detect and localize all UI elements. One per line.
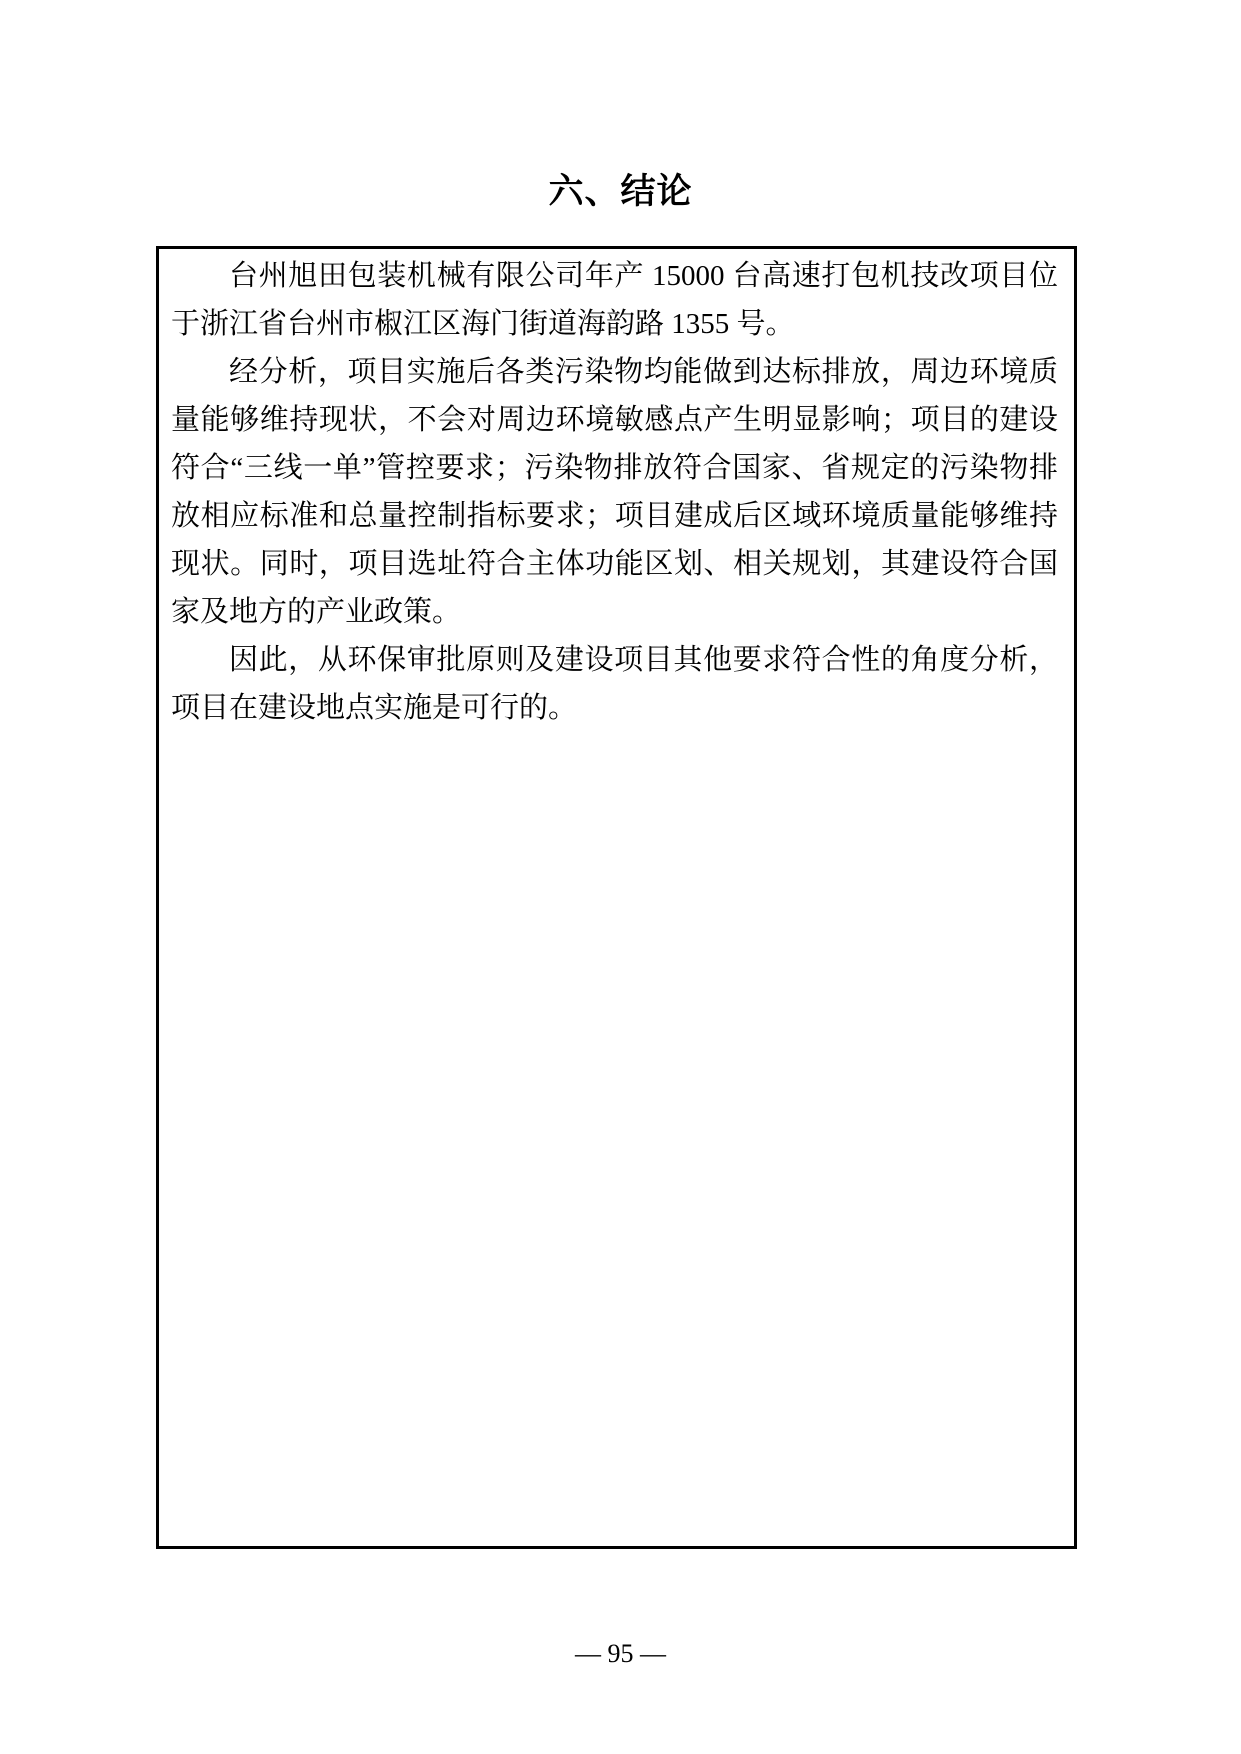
page-title: 六、结论 xyxy=(548,172,693,211)
paragraph-analysis-summary: 经分析，项目实施后各类污染物均能做到达标排放，周边环境质量能够维持现状，不会对周边环境敏感点产生明显影响；项目的建设符合“三线一单”管控要求；污染物排放符合国家、省规定的污染物排放相应标准和总量控制指标要求；项目建成后区域环境质量能够维持现状。同时，项目选址符合主体功能区划、相关规划，其建设符合国家及地方的产业政策。 xyxy=(171,356,1058,628)
page-number: — 95 — xyxy=(575,1639,666,1668)
paragraph-feasibility-conclusion: 因此，从环保审批原则及建设项目其他要求符合性的角度分析，项目在建设地点实施是可行的。 xyxy=(171,644,1058,724)
conclusion-text-box xyxy=(156,246,1077,1549)
paragraph-project-location: 台州旭田包装机械有限公司年产 15000 台高速打包机技改项目位于浙江省台州市椒江区海门街道海韵路 1355 号。 xyxy=(171,260,1058,340)
